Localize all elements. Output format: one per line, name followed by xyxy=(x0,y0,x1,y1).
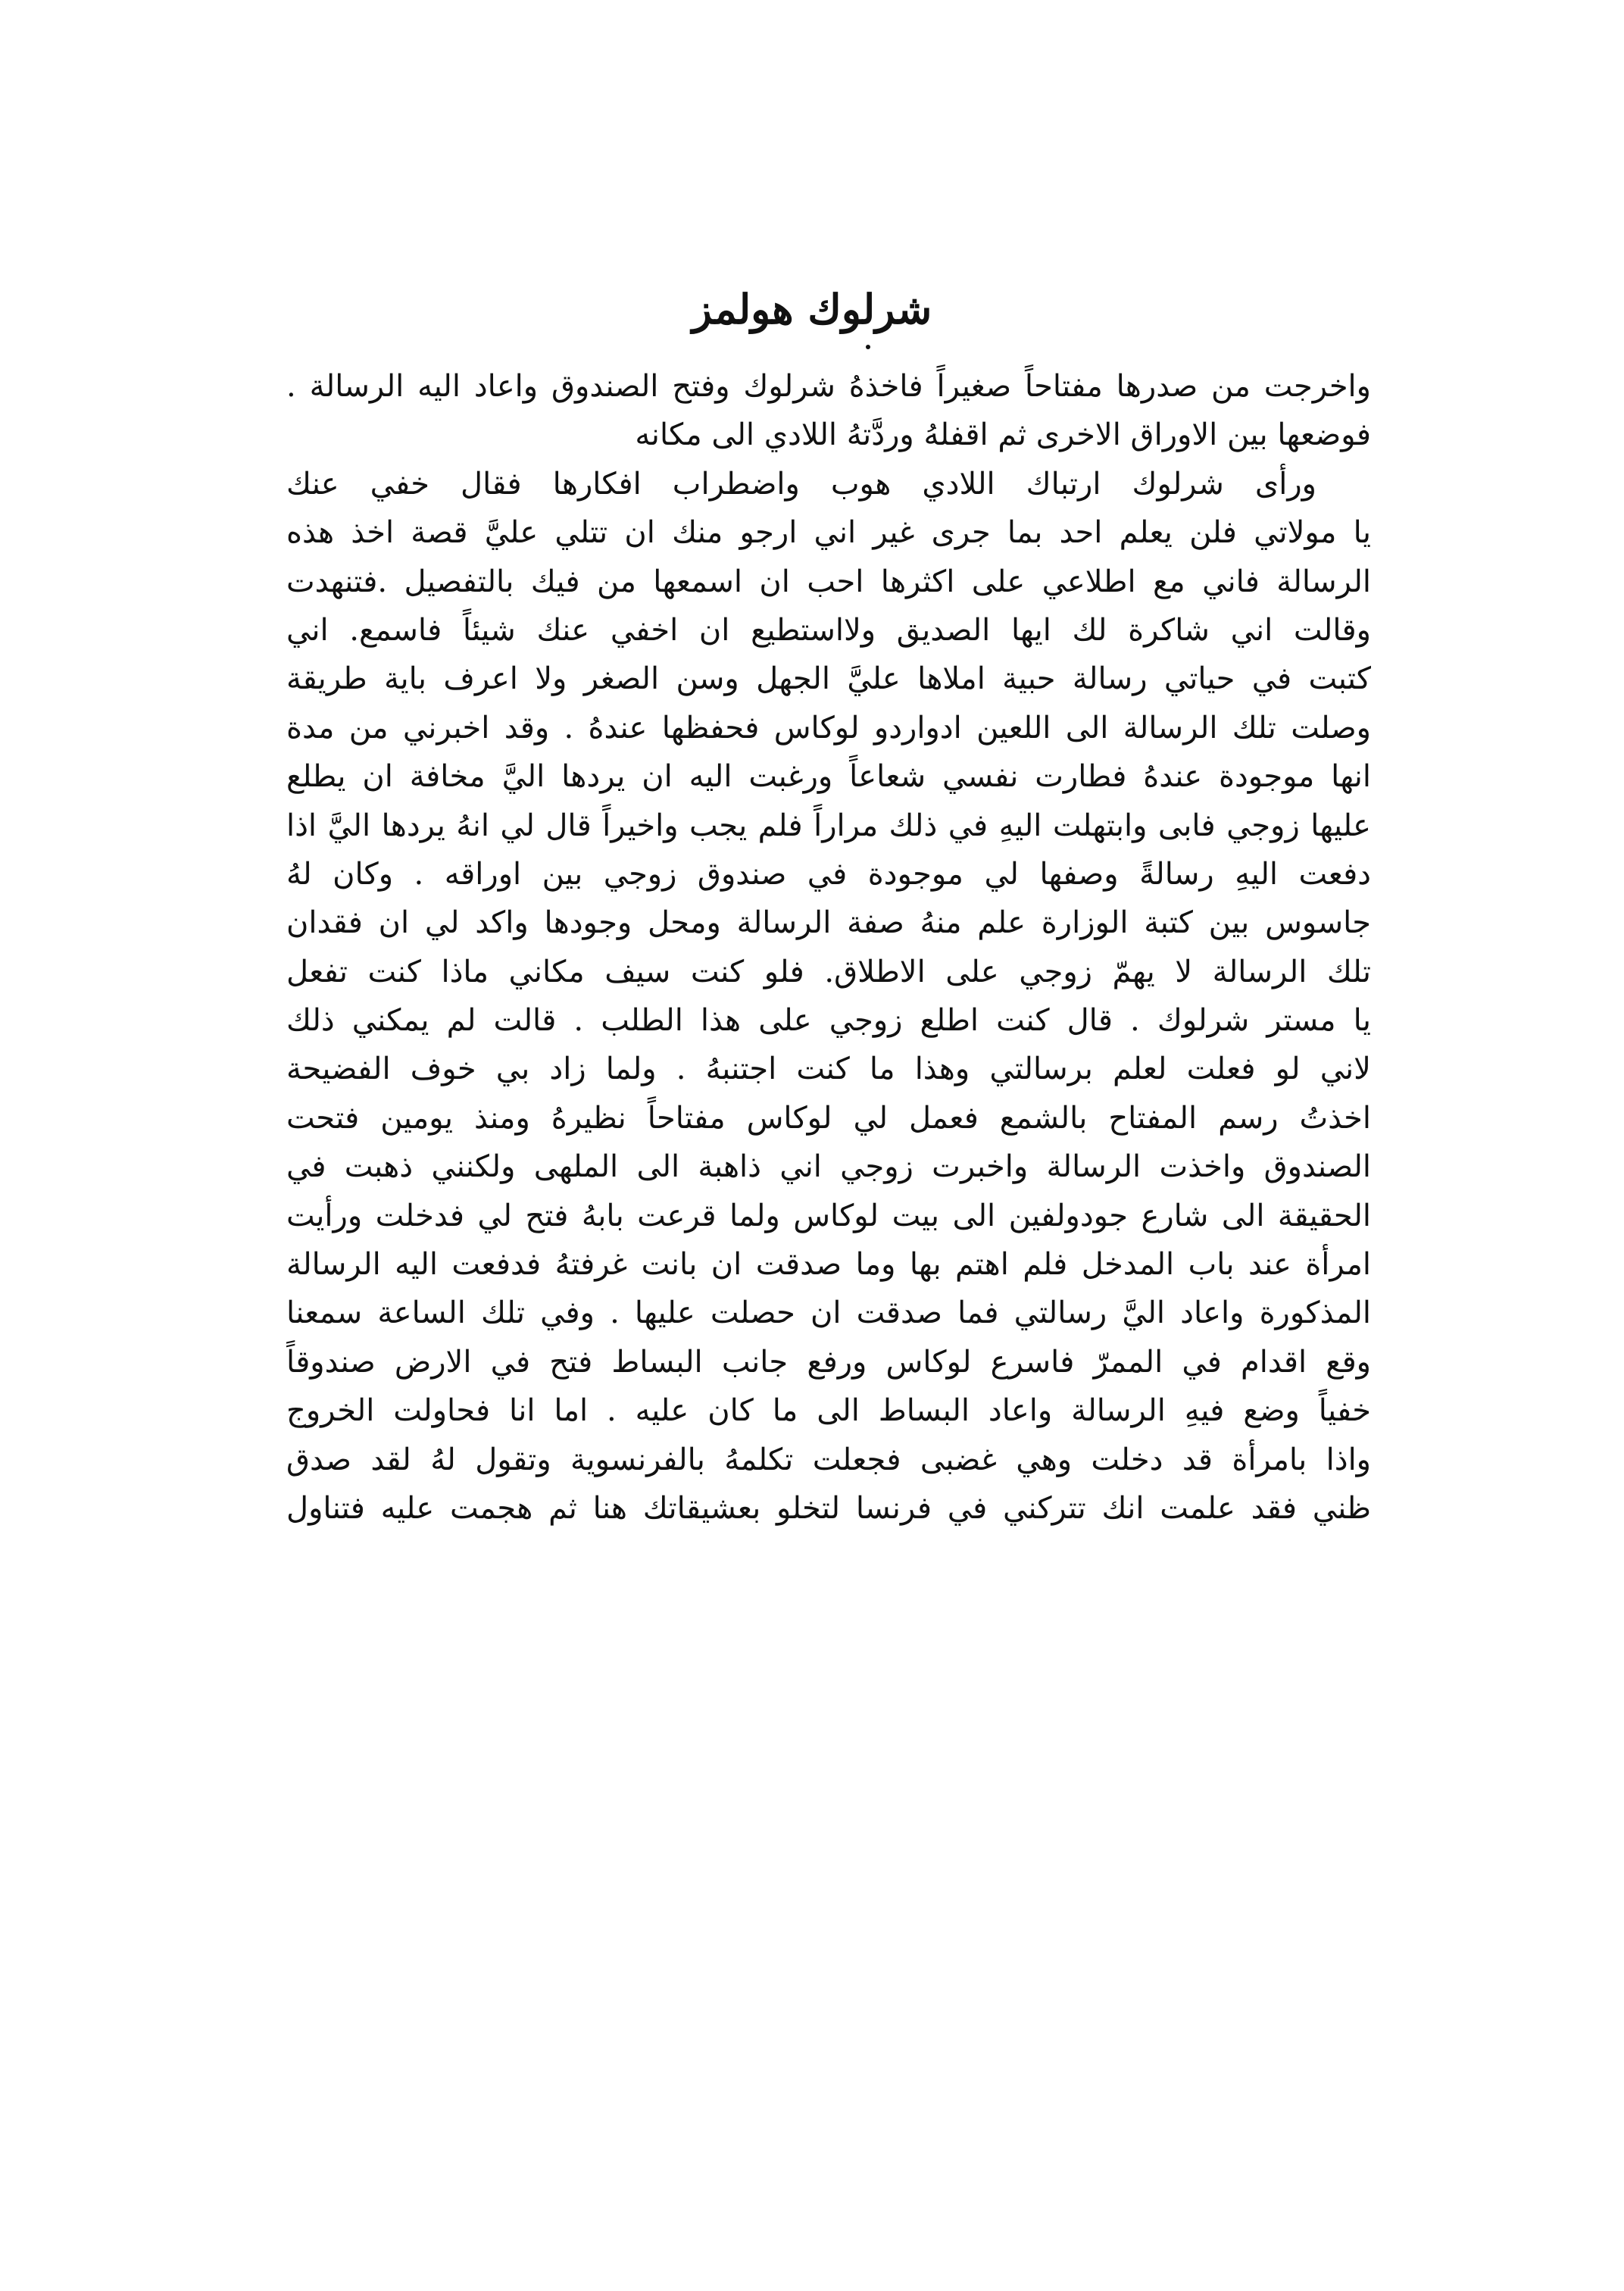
text-line: اخذتُ رسم المفتاح بالشمع فعمل لي لوكاس مفتاحاً نظيرهُ ومنذ يومين فتحت xyxy=(286,1100,1371,1136)
text-line: فوضعها بين الاوراق الاخرى ثم اقفلهُ وردَّتهُ اللادي الى مكانه xyxy=(635,417,1371,453)
text-line: الصندوق واخذت الرسالة واخبرت زوجي اني ذاهبة الى الملهى ولكنني ذهبت في xyxy=(286,1149,1371,1185)
text-line: انها موجودة عندهُ فطارت نفسي شعاعاً ورغبت اليه ان يردها اليَّ مخافة ان يطلع xyxy=(286,759,1371,795)
text-line: الحقيقة الى شارع جودولفين الى بيت لوكاس ولما قرعت بابهُ فتح لي فدخلت ورأيت xyxy=(286,1198,1371,1233)
text-line: تلك الرسالة لا يهمّ زوجي على الاطلاق. فلو كنت سيف مكاني ماذا كنت تفعل xyxy=(286,954,1371,989)
text-line: واخرجت من صدرها مفتاحاً صغيراً فاخذهُ شرلوك وفتح الصندوق واعاد اليه الرسالة . xyxy=(286,369,1371,404)
text-line: لاني لو فعلت لعلم برسالتي وهذا ما كنت اجتنبهُ . ولما زاد بي خوف الفضيحة xyxy=(286,1052,1371,1087)
text-line: كتبت في حياتي رسالة حبية املاها عليَّ الجهل وسن الصغر ولا اعرف باية طريقة xyxy=(286,661,1371,697)
text-line: ورأى شرلوك ارتباك اللادي هوب واضطراب افكارها فقال خفي عنك xyxy=(286,466,1316,502)
text-line: المذكورة واعاد اليَّ رسالتي فما صدقت ان حصلت عليها . وفي تلك الساعة سمعنا xyxy=(286,1296,1371,1331)
text-line: جاسوس بين كتبة الوزارة علم منهُ صفة الرسالة ومحل وجودها واكد لي ان فقدان xyxy=(286,905,1371,941)
text-line: عليها زوجي فابى وابتهلت اليهِ في ذلك مراراً فلم يجب واخيراً قال لي انهُ يردها اليَّ اذا xyxy=(286,808,1371,843)
print-dot xyxy=(866,345,870,349)
text-line: وصلت تلك الرسالة الى اللعين ادواردو لوكاس فحفظها عندهُ . وقد اخبرني من مدة xyxy=(286,710,1371,745)
running-title: شرلوك هولمز xyxy=(692,285,932,333)
body-text xyxy=(286,362,1371,1533)
text-line: يا مولاتي فلن يعلم احد بما جرى غير اني ارجو منك ان تتلي عليَّ قصة اخذ هذه xyxy=(286,515,1371,551)
text-line: واذا بامرأة قد دخلت وهي غضبى فجعلت تكلمهُ بالفرنسوية وتقول لهُ لقد صدق xyxy=(286,1442,1371,1477)
text-line: يا مستر شرلوك . قال كنت اطلع زوجي على هذا الطلب . قالت لم يمكني ذلك xyxy=(286,1003,1371,1039)
text-line: وقالت اني شاكرة لك ايها الصديق ولااستطيع ان اخفي عنك شيئاً فاسمع. اني xyxy=(286,612,1371,648)
text-line: دفعت اليهِ رسالةً وصفها لي موجودة في صندوق زوجي بين اوراقه . وكان لهُ xyxy=(286,856,1371,892)
text-line: امرأة عند باب المدخل فلم اهتم بها وما صدقت ان بانت غرفتهُ فدفعت اليه الرسالة xyxy=(286,1247,1371,1283)
text-line: ظني فقد علمت انك تتركني في فرنسا لتخلو بعشيقاتك هنا ثم هجمت عليه فتناول xyxy=(286,1490,1371,1526)
text-line: الرسالة فاني مع اطلاعي على اكثرها احب ان اسمعها من فيك بالتفصيل .فتنهدت xyxy=(286,564,1371,599)
text-line: خفياً وضع فيهِ الرسالة واعاد البساط الى ما كان عليه . اما انا فحاولت الخروج xyxy=(286,1393,1371,1429)
text-line: وقع اقدام في الممرّ فاسرع لوكاس ورفع جانب البساط فتح في الارض صندوقاً xyxy=(286,1344,1371,1380)
